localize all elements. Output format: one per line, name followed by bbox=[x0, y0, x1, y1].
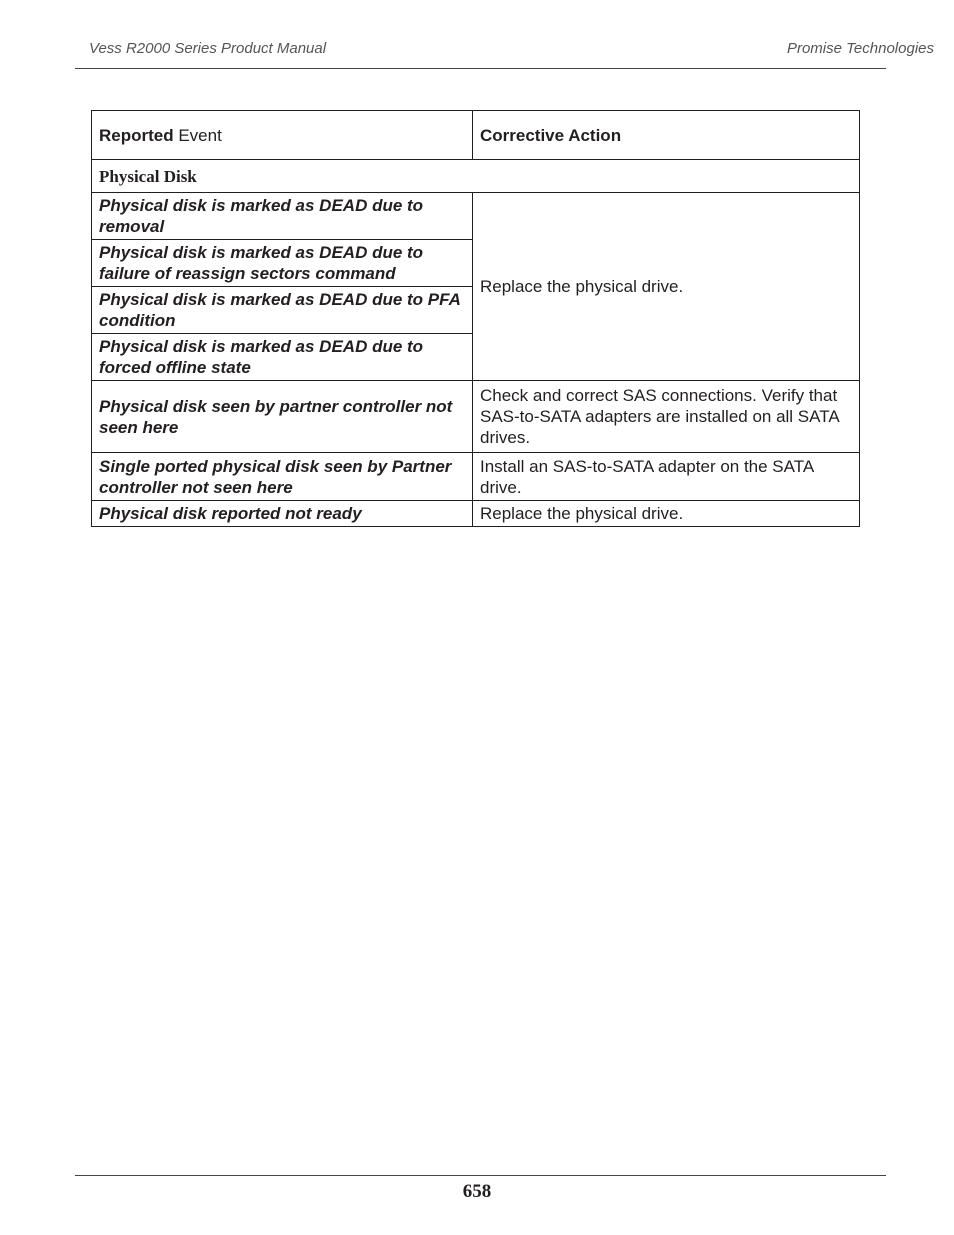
col-header-corrective-action: Corrective Action bbox=[473, 111, 860, 160]
col-header-reported-event: Reported Event bbox=[92, 111, 473, 160]
action-cell: Check and correct SAS connections. Verify that SAS-to-SATA adapters are installed on all SATA drives. bbox=[473, 381, 860, 453]
running-header-title: Vess R2000 Series Product Manual bbox=[89, 40, 327, 57]
header-rule bbox=[75, 68, 886, 69]
event-cell: Physical disk reported not ready bbox=[92, 501, 473, 527]
table-header-row bbox=[92, 111, 860, 160]
page-number: 658 bbox=[462, 1181, 492, 1202]
event-cell: Physical disk is marked as DEAD due to PFA condition bbox=[92, 287, 473, 334]
action-cell: Install an SAS-to-SATA adapter on the SATA drive. bbox=[473, 453, 860, 501]
event-cell: Physical disk is marked as DEAD due to removal bbox=[92, 193, 473, 240]
footer-rule bbox=[75, 1175, 886, 1176]
table-row bbox=[92, 381, 860, 453]
event-cell: Physical disk seen by partner controller not seen here bbox=[92, 381, 473, 453]
event-action-table bbox=[91, 110, 860, 527]
section-title: Physical Disk bbox=[92, 160, 860, 193]
table-row bbox=[92, 501, 860, 527]
event-cell: Physical disk is marked as DEAD due to forced offline state bbox=[92, 334, 473, 381]
action-cell: Replace the physical drive. bbox=[473, 501, 860, 527]
event-cell: Physical disk is marked as DEAD due to failure of reassign sectors command bbox=[92, 240, 473, 287]
table-row bbox=[92, 453, 860, 501]
table-row bbox=[92, 193, 860, 240]
section-row bbox=[92, 160, 860, 193]
running-header-company: Promise Technologies bbox=[786, 40, 934, 57]
event-cell: Single ported physical disk seen by Partner controller not seen here bbox=[92, 453, 473, 501]
action-cell: Replace the physical drive. bbox=[473, 193, 860, 381]
